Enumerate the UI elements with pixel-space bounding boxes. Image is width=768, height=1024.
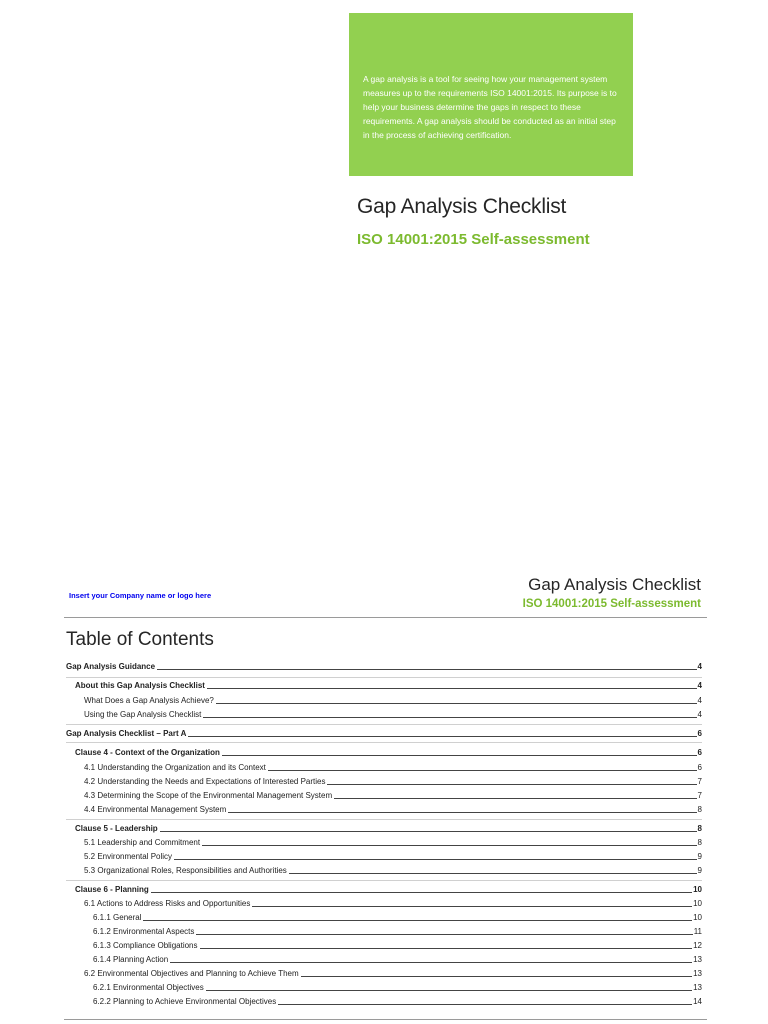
toc-leader: [222, 755, 697, 756]
toc-leader: [207, 688, 697, 689]
toc-entry-page: 9: [697, 852, 702, 861]
toc-entry-6-1[interactable]: [84, 897, 702, 909]
toc-entry-page: 4: [697, 696, 702, 705]
toc-entry-page: 13: [693, 955, 702, 964]
toc-leader: [160, 831, 697, 832]
toc-entry-clause-4[interactable]: [75, 746, 702, 758]
toc-leader: [268, 770, 697, 771]
toc-entry-6-2[interactable]: [84, 967, 702, 979]
toc-entry-page: 4: [697, 662, 702, 671]
toc-entry-title: What Does a Gap Analysis Achieve?: [84, 696, 214, 705]
company-logo-placeholder: Insert your Company name or logo here: [69, 591, 212, 600]
toc-leader: [203, 717, 696, 718]
toc-entry-page: 13: [693, 969, 702, 978]
toc-leader: [170, 962, 692, 963]
toc-entry-page: 9: [697, 866, 702, 875]
toc-entry-title: Clause 4 - Context of the Organization: [75, 748, 220, 757]
toc-leader: [188, 736, 696, 737]
toc-entry-title: 6.2.1 Environmental Objectives: [93, 983, 204, 992]
toc-entry-4-3[interactable]: [84, 789, 702, 801]
toc-entry-title: 6.2 Environmental Objectives and Planning to Achieve Them: [84, 969, 299, 978]
toc-entry-4-1[interactable]: [84, 761, 702, 773]
toc-entry-page: 7: [697, 777, 702, 786]
footer-divider: [64, 1019, 707, 1020]
toc-entry-title: About this Gap Analysis Checklist: [75, 681, 205, 690]
header-divider: [64, 617, 707, 618]
toc-entry-page: 6: [697, 729, 702, 738]
toc-entry-5-1[interactable]: [84, 836, 702, 848]
toc-entry-title: 6.1 Actions to Address Risks and Opportunities: [84, 899, 251, 908]
toc-leader: [200, 948, 693, 949]
toc-entry-page: 14: [693, 997, 702, 1006]
toc-entry-page: 10: [693, 899, 702, 908]
toc-entry-title: 4.2 Understanding the Needs and Expectations of Interested Parties: [84, 777, 326, 786]
toc-leader: [202, 845, 696, 846]
toc-entry-page: 10: [693, 913, 702, 922]
toc-section-divider: [66, 819, 702, 820]
toc-entry-page: 8: [697, 824, 702, 833]
toc-entry-gap-analysis-guidance[interactable]: [66, 660, 702, 672]
cover-subtitle: ISO 14001:2015 Self-assessment: [357, 231, 590, 248]
toc-entry-6-1-1[interactable]: [93, 911, 702, 923]
cover-title: Gap Analysis Checklist: [357, 195, 567, 218]
toc-leader: [216, 703, 697, 704]
toc-leader: [228, 812, 696, 813]
toc-section-divider: [66, 742, 702, 743]
toc-entry-clause-5[interactable]: [75, 822, 702, 834]
toc-entry-title: Using the Gap Analysis Checklist: [84, 710, 202, 719]
toc-entry-4-2[interactable]: [84, 775, 702, 787]
toc-entry-6-2-1[interactable]: [93, 981, 702, 993]
toc-entry-page: 8: [697, 838, 702, 847]
toc-leader: [157, 669, 696, 670]
toc-entry-page: 4: [697, 681, 702, 690]
toc-leader: [143, 920, 692, 921]
toc-entry-6-2-2[interactable]: [93, 995, 702, 1007]
toc-entry-6-1-3[interactable]: [93, 939, 702, 951]
toc-entry-title: 5.3 Organizational Roles, Responsibilities and Authorities: [84, 866, 287, 875]
toc-entry-page: 8: [697, 805, 702, 814]
toc-entry-title: Clause 5 - Leadership: [75, 824, 158, 833]
toc-entry-5-3[interactable]: [84, 864, 702, 876]
toc-entry-page: 10: [693, 885, 702, 894]
toc-leader: [334, 798, 696, 799]
toc-entry-title: 6.1.2 Environmental Aspects: [93, 927, 195, 936]
toc-section-divider: [66, 724, 702, 725]
toc-entry-title: 6.2.2 Planning to Achieve Environmental Objectives: [93, 997, 277, 1006]
toc-entry-6-1-4[interactable]: [93, 953, 702, 965]
toc-entry-checklist-part-a[interactable]: [66, 727, 702, 739]
toc-leader: [206, 990, 692, 991]
toc-entry-4-4[interactable]: [84, 803, 702, 815]
toc-leader: [174, 859, 697, 860]
header-subtitle: ISO 14001:2015 Self-assessment: [522, 598, 701, 610]
toc-entry-page: 6: [697, 748, 702, 757]
toc-entry-title: 4.1 Understanding the Organization and its Context: [84, 763, 266, 772]
toc-entry-title: Gap Analysis Guidance: [66, 662, 156, 671]
toc-entry-using-checklist[interactable]: [84, 708, 702, 720]
toc-leader: [289, 873, 697, 874]
intro-text: A gap analysis is a tool for seeing how your management system measures up to the requirements ISO 14001:2015. Its purpose is to help your business determine the gaps in respect to these requirements. A gap analysis should be conducted as an initial step in the process of achieving certification.: [363, 74, 617, 140]
toc-leader: [252, 906, 692, 907]
toc-entry-title: 6.1.4 Planning Action: [93, 955, 169, 964]
toc-leader: [196, 934, 692, 935]
toc-leader: [278, 1004, 692, 1005]
toc-entry-6-1-2[interactable]: [93, 925, 702, 937]
toc-section-divider: [66, 677, 702, 678]
toc-entry-what-gap-analysis-achieves[interactable]: [84, 694, 702, 706]
toc-entry-title: 6.1.3 Compliance Obligations: [93, 941, 198, 950]
toc-entry-title: 5.2 Environmental Policy: [84, 852, 173, 861]
toc-entry-5-2[interactable]: [84, 850, 702, 862]
toc-entry-title: Clause 6 - Planning: [75, 885, 149, 894]
toc-entry-title: 4.4 Environmental Management System: [84, 805, 227, 814]
toc-leader: [327, 784, 696, 785]
toc-entry-title: Gap Analysis Checklist – Part A: [66, 729, 187, 738]
toc-entry-page: 11: [693, 927, 702, 936]
toc-entry-clause-6[interactable]: [75, 883, 702, 895]
toc-leader: [151, 892, 692, 893]
toc-entry-title: 4.3 Determining the Scope of the Environmental Management System: [84, 791, 333, 800]
toc-entry-page: 13: [693, 983, 702, 992]
toc-entry-page: 12: [693, 941, 702, 950]
toc-entry-page: 6: [697, 763, 702, 772]
intro-box: [349, 13, 633, 176]
toc-entry-page: 7: [697, 791, 702, 800]
header-title: Gap Analysis Checklist: [528, 575, 701, 594]
toc-entry-title: 5.1 Leadership and Commitment: [84, 838, 201, 847]
toc-heading: Table of Contents: [66, 629, 214, 650]
toc-entry-page: 4: [697, 710, 702, 719]
toc-leader: [301, 976, 692, 977]
toc-entry-about-checklist[interactable]: [75, 679, 702, 691]
toc-section-divider: [66, 880, 702, 881]
toc-entry-title: 6.1.1 General: [93, 913, 142, 922]
